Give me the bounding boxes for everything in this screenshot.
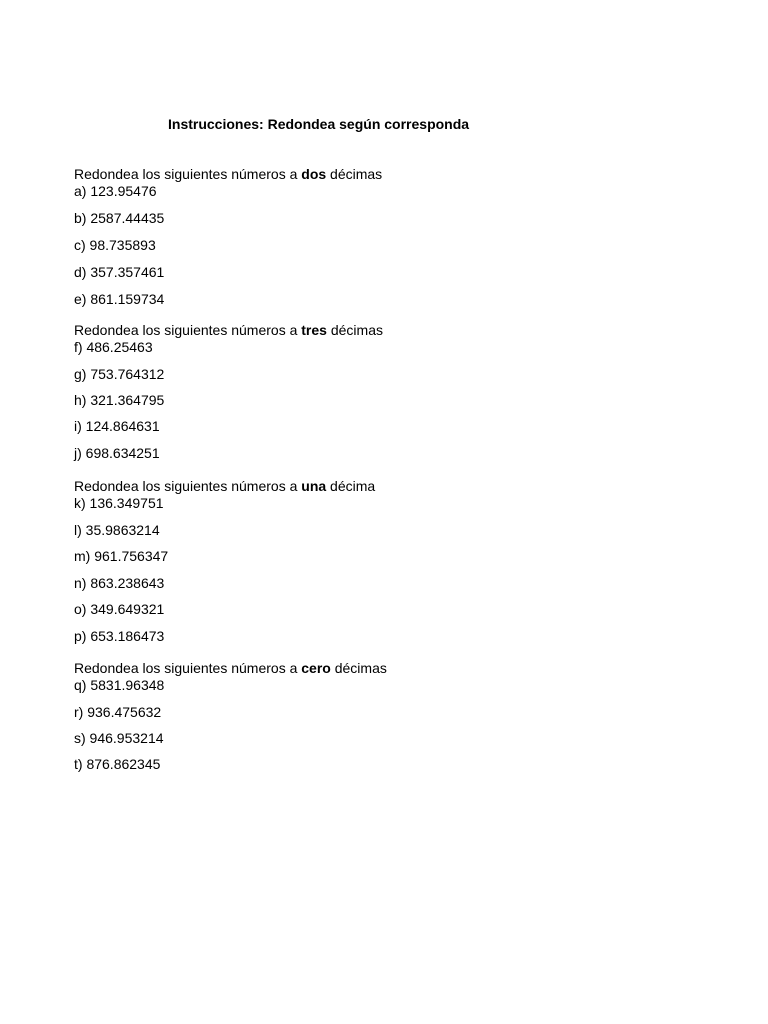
- heading-suffix: décima: [326, 478, 376, 494]
- list-item: c) 98.735893: [74, 237, 156, 253]
- section-dos: [74, 166, 674, 308]
- list-item: s) 946.953214: [74, 730, 164, 746]
- list-item: j) 698.634251: [74, 445, 160, 461]
- heading-prefix: Redondea los siguientes números a: [74, 166, 302, 182]
- section-heading: [74, 322, 674, 339]
- list-item: r) 936.475632: [74, 704, 162, 720]
- list-item: e) 861.159734: [74, 291, 165, 307]
- list-item: b) 2587.44435: [74, 210, 165, 226]
- section-heading: [74, 478, 674, 495]
- list-item: o) 349.649321: [74, 601, 165, 617]
- heading-suffix: décimas: [326, 166, 383, 182]
- section-heading: [74, 660, 674, 677]
- list-item: k) 136.349751: [74, 495, 164, 511]
- heading-prefix: Redondea los siguientes números a: [74, 660, 302, 676]
- heading-prefix: Redondea los siguientes números a: [74, 478, 302, 494]
- heading-suffix: décimas: [330, 660, 387, 676]
- heading-prefix: Redondea los siguientes números a: [74, 322, 302, 338]
- list-item: a) 123.95476: [74, 183, 157, 199]
- list-item: d) 357.357461: [74, 264, 165, 280]
- list-item: q) 5831.96348: [74, 677, 165, 693]
- heading-emphasis: tres: [301, 322, 327, 338]
- heading-suffix: décimas: [326, 322, 383, 338]
- list-item: h) 321.364795: [74, 392, 165, 408]
- list-item: i) 124.864631: [74, 418, 160, 434]
- list-item: t) 876.862345: [74, 756, 161, 772]
- list-item: f) 486.25463: [74, 339, 153, 355]
- section-una: [74, 478, 674, 645]
- list-item: g) 753.764312: [74, 366, 165, 382]
- list-item: p) 653.186473: [74, 628, 165, 644]
- section-heading: [74, 166, 674, 183]
- heading-emphasis: dos: [301, 166, 327, 182]
- section-cero: [74, 660, 674, 773]
- heading-emphasis: cero: [301, 660, 331, 676]
- page-title: Instrucciones: Redondea según corresponda: [168, 116, 470, 132]
- section-tres: [74, 322, 674, 462]
- list-item: m) 961.756347: [74, 548, 169, 564]
- list-item: n) 863.238643: [74, 575, 165, 591]
- list-item: l) 35.9863214: [74, 522, 160, 538]
- heading-emphasis: una: [301, 478, 327, 494]
